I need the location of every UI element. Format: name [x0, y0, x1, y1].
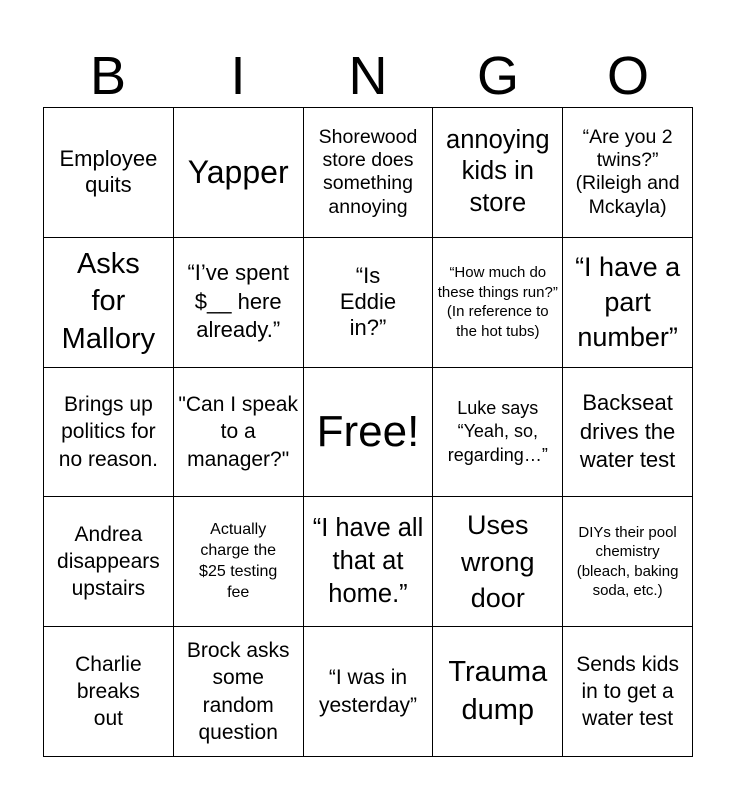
- bingo-cell[interactable]: [174, 108, 304, 238]
- cell-text: Brings up politics for no reason.: [58, 393, 159, 471]
- bingo-cell[interactable]: [174, 497, 304, 627]
- bingo-cell[interactable]: [304, 627, 434, 757]
- header-letter-i: I: [230, 46, 246, 106]
- header-letter-b: B: [89, 46, 127, 106]
- free-space[interactable]: [304, 368, 434, 498]
- header-letter-g: G: [476, 46, 519, 106]
- cell-text: “I have a part number”: [575, 251, 681, 352]
- cell-text: Brock asks some random question: [186, 639, 290, 744]
- bingo-cell[interactable]: [174, 368, 304, 498]
- cell-text: "Can I speak to a manager?": [178, 393, 298, 471]
- cell-text: “I have all that at home.”: [312, 514, 424, 609]
- bingo-cell[interactable]: [563, 368, 693, 498]
- bingo-cell[interactable]: [433, 238, 563, 368]
- cell-text: “Are you 2 twins?” (Rileigh and Mckayla): [575, 125, 680, 218]
- cell-text: Employee quits: [59, 146, 158, 198]
- free-space-text: Free!: [316, 406, 420, 456]
- cell-text: Charlie breaks out: [75, 652, 142, 731]
- cell-text: Asks for Mallory: [61, 247, 156, 356]
- cell-text: Backseat drives the water test: [579, 390, 676, 473]
- bingo-cell[interactable]: [433, 497, 563, 627]
- bingo-cell[interactable]: [304, 108, 434, 238]
- header-letter-o: O: [606, 46, 649, 106]
- cell-text: “Is Eddie in?”: [339, 262, 397, 341]
- cell-text: Luke says “Yeah, so, regarding…”: [447, 397, 548, 465]
- bingo-cell[interactable]: [563, 627, 693, 757]
- bingo-cell[interactable]: [304, 497, 434, 627]
- cell-text: Andrea disappears upstairs: [57, 522, 160, 601]
- bingo-cell[interactable]: [44, 497, 174, 627]
- bingo-cell[interactable]: [44, 627, 174, 757]
- cell-text: Actually charge the $25 testing fee: [199, 521, 278, 601]
- bingo-cell[interactable]: [563, 238, 693, 368]
- bingo-cell[interactable]: [174, 627, 304, 757]
- bingo-cell[interactable]: [433, 627, 563, 757]
- cell-text: Shorewood store does something annoying: [318, 125, 418, 218]
- bingo-cell[interactable]: [44, 368, 174, 498]
- bingo-cell[interactable]: [44, 238, 174, 368]
- bingo-cell[interactable]: [563, 497, 693, 627]
- bingo-cell[interactable]: [44, 108, 174, 238]
- cell-text: “How much do these things run?” (In reference to the hot tubs): [437, 264, 558, 340]
- bingo-cell[interactable]: [174, 238, 304, 368]
- header-letter-n: N: [348, 46, 388, 106]
- bingo-header: [43, 44, 693, 108]
- bingo-board: [43, 107, 693, 757]
- cell-text: “I was in yesterday”: [318, 666, 418, 717]
- cell-text: DIYs their pool chemistry (bleach, baking soda, etc.): [576, 523, 679, 600]
- cell-text: Yapper: [187, 154, 289, 191]
- bingo-cell[interactable]: [433, 108, 563, 238]
- cell-text: “I’ve spent $__ here already.”: [187, 260, 289, 343]
- bingo-cell[interactable]: [304, 238, 434, 368]
- cell-text: Trauma dump: [448, 655, 548, 726]
- cell-text: Uses wrong door: [461, 510, 535, 613]
- cell-text: annoying kids in store: [446, 125, 550, 218]
- bingo-cell[interactable]: [563, 108, 693, 238]
- bingo-cell[interactable]: [433, 368, 563, 498]
- cell-text: Sends kids in to get a water test: [576, 652, 679, 731]
